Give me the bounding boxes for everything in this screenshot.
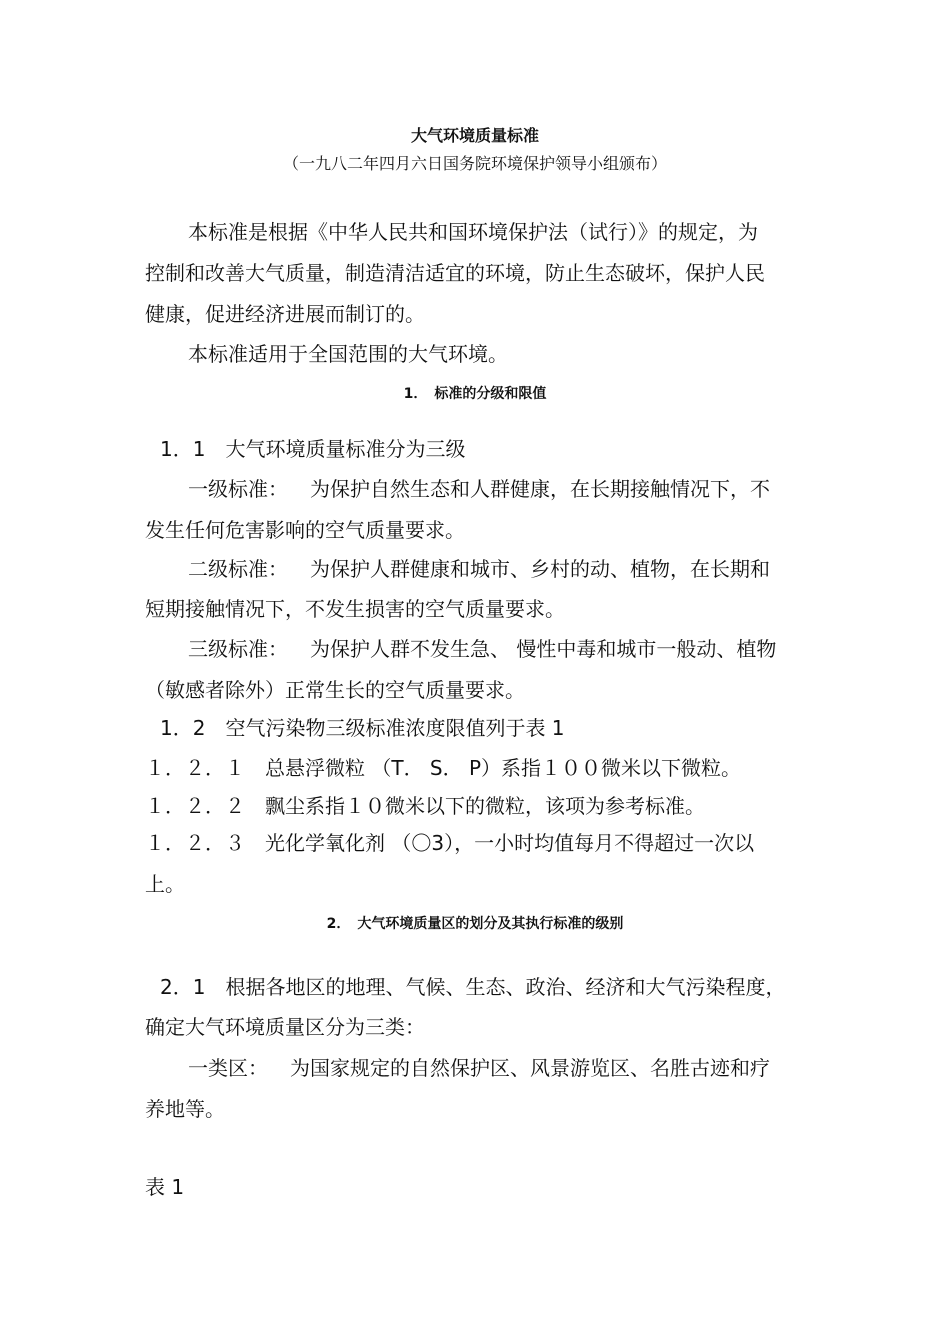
clause-2-1-cont: 确定大气环境质量区分为三类： (145, 1015, 425, 1039)
grade-2-text: 为保护人群健康和城市、乡村的动、植物，在长期和 (310, 557, 770, 581)
document-subtitle: （一九八二年四月六日国务院环境保护领导小组颁布） (282, 154, 667, 173)
grade-3-line (188, 636, 776, 662)
grade-2-text-cont: 短期接触情况下，不发生损害的空气质量要求。 (145, 597, 565, 621)
clause-2-1: 2．1 根据各地区的地理、气候、生态、政治、经济和大气污染程度， (160, 975, 786, 999)
grade-1-label: 一级标准： (188, 477, 288, 501)
clause-1-2-1: １．２．１ 总悬浮微粒 （T． S． P）系指１００微米以下微粒。 (145, 756, 742, 780)
grade-2-line (188, 556, 770, 582)
clause-1-1: 1．1 大气环境质量标准分为三级 (160, 437, 466, 461)
grade-1-text: 为保护自然生态和人群健康，在长期接触情况下，不 (310, 477, 770, 501)
grade-3-text-cont: （敏感者除外）正常生长的空气质量要求。 (145, 678, 525, 702)
zone-1-label: 一类区： (188, 1056, 268, 1080)
grade-3-label: 三级标准： (188, 637, 288, 661)
grade-2-label: 二级标准： (188, 557, 288, 581)
grade-3-text: 为保护人群不发生急、 慢性中毒和城市一般动、植物 (310, 637, 777, 661)
zone-1-text-cont: 养地等。 (145, 1097, 225, 1121)
intro-paragraph-line: 本标准是根据《中华人民共和国环境保护法（试行）》的规定，为 (188, 220, 758, 244)
grade-1-line (188, 476, 770, 502)
intro-paragraph-line: 控制和改善大气质量，制造清洁适宜的环境，防止生态破坏，保护人民 (145, 261, 765, 285)
document-title: 大气环境质量标准 (410, 126, 539, 145)
clause-1-2-3: １．２．３ 光化学氧化剂 （〇3），一小时均值每月不得超过一次以 (145, 831, 755, 855)
scope-paragraph: 本标准适用于全国范围的大气环境。 (188, 342, 508, 366)
intro-paragraph-line: 健康，促进经济进展而制订的。 (145, 302, 425, 326)
clause-1-2-2: １．２．２ 飘尘系指１０微米以下的微粒，该项为参考标准。 (145, 794, 705, 818)
clause-1-2: 1．2 空气污染物三级标准浓度限值列于表 1 (160, 716, 565, 740)
section-2-heading: 2． 大气环境质量区的划分及其执行标准的级别 (326, 916, 624, 932)
zone-1-text: 为国家规定的自然保护区、风景游览区、名胜古迹和疗 (290, 1056, 770, 1080)
zone-1-line (188, 1055, 770, 1081)
table-caption: 表 1 (145, 1175, 185, 1199)
section-1-heading: 1． 标准的分级和限值 (403, 386, 547, 402)
grade-1-text-cont: 发生任何危害影响的空气质量要求。 (145, 518, 465, 542)
clause-1-2-3-cont: 上。 (145, 872, 185, 896)
